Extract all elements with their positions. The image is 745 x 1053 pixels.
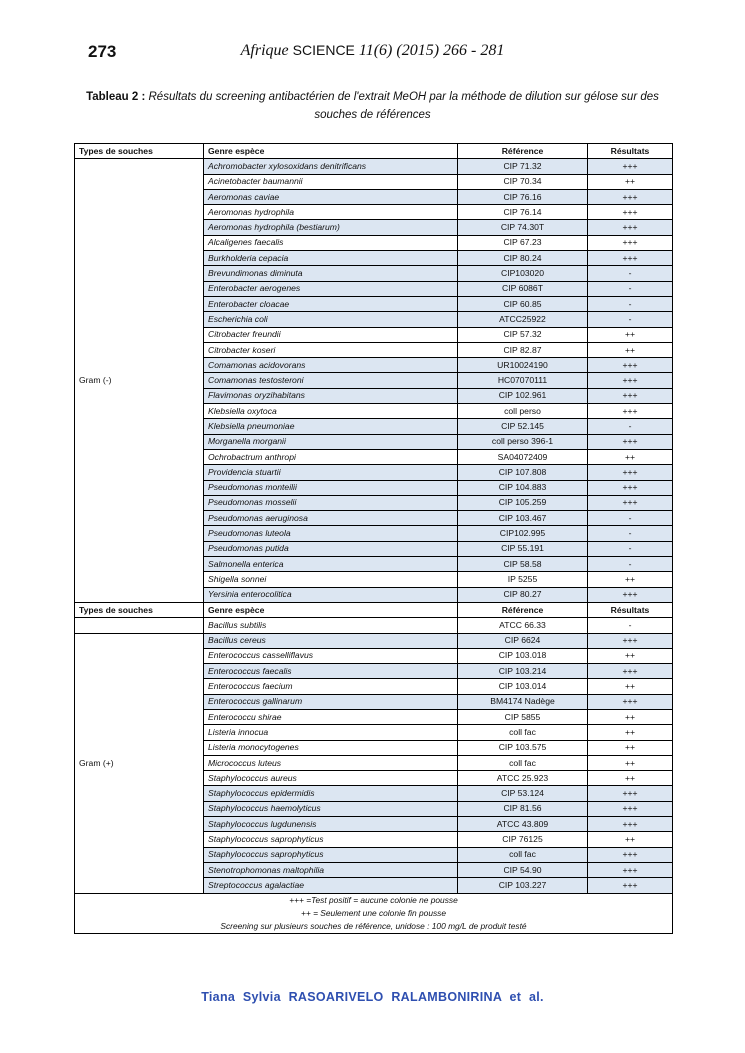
result-cell: +++ bbox=[588, 434, 673, 449]
reference-cell: CIP 5855 bbox=[458, 709, 588, 724]
species-cell: Burkholderia cepacia bbox=[204, 251, 458, 266]
reference-cell: CIP 71.32 bbox=[458, 159, 588, 174]
species-cell: Listeria monocytogenes bbox=[204, 740, 458, 755]
reference-cell: CIP 107.808 bbox=[458, 465, 588, 480]
species-cell: Achromobacter xylosoxidans denitrificans bbox=[204, 159, 458, 174]
reference-cell: CIP 82.87 bbox=[458, 342, 588, 357]
table-note-line: +++ =Test positif = aucune colonie ne pousse bbox=[289, 894, 458, 905]
result-cell: +++ bbox=[588, 358, 673, 373]
table-notes bbox=[75, 893, 673, 933]
results-table-body bbox=[75, 144, 673, 934]
header-reference: Référence bbox=[458, 602, 588, 617]
reference-cell: CIP 6086T bbox=[458, 281, 588, 296]
reference-cell: coll perso 396-1 bbox=[458, 434, 588, 449]
result-cell: ++ bbox=[588, 679, 673, 694]
table-row bbox=[75, 618, 673, 633]
result-cell: +++ bbox=[588, 862, 673, 877]
table-note-line: ++ = Seulement une colonie fin pousse bbox=[300, 907, 447, 918]
table-row bbox=[75, 633, 673, 648]
species-cell: Bacillus subtilis bbox=[204, 618, 458, 633]
results-table bbox=[74, 143, 673, 934]
reference-cell: ATCC 43.809 bbox=[458, 817, 588, 832]
species-cell: Enterococcu shirae bbox=[204, 709, 458, 724]
reference-cell: ATCC 66.33 bbox=[458, 618, 588, 633]
table-caption-label: Tableau 2 : bbox=[86, 91, 146, 103]
result-cell: ++ bbox=[588, 342, 673, 357]
reference-cell: CIP 103.227 bbox=[458, 878, 588, 893]
result-cell: ++ bbox=[588, 740, 673, 755]
reference-cell: CIP 76125 bbox=[458, 832, 588, 847]
result-cell: +++ bbox=[588, 633, 673, 648]
result-cell: ++ bbox=[588, 449, 673, 464]
reference-cell: CIP 103.467 bbox=[458, 511, 588, 526]
result-cell: - bbox=[588, 281, 673, 296]
species-cell: Alcaligenes faecalis bbox=[204, 235, 458, 250]
reference-cell: CIP 103.214 bbox=[458, 664, 588, 679]
reference-cell: HC07070111 bbox=[458, 373, 588, 388]
header-species: Genre espèce bbox=[204, 144, 458, 159]
reference-cell: CIP103020 bbox=[458, 266, 588, 281]
reference-cell: CIP 60.85 bbox=[458, 296, 588, 311]
reference-cell: CIP 105.259 bbox=[458, 495, 588, 510]
reference-cell: CIP 70.34 bbox=[458, 174, 588, 189]
reference-cell: CIP 102.961 bbox=[458, 388, 588, 403]
header-reference: Référence bbox=[458, 144, 588, 159]
result-cell: +++ bbox=[588, 189, 673, 204]
result-cell: ++ bbox=[588, 174, 673, 189]
result-cell: - bbox=[588, 419, 673, 434]
species-cell: Ochrobactrum anthropi bbox=[204, 449, 458, 464]
notes-row bbox=[75, 893, 673, 933]
header-results: Résultats bbox=[588, 602, 673, 617]
species-cell: Aeromonas caviae bbox=[204, 189, 458, 204]
reference-cell: CIP 103.018 bbox=[458, 648, 588, 663]
reference-cell: CIP 76.14 bbox=[458, 205, 588, 220]
species-cell: Pseudomonas putida bbox=[204, 541, 458, 556]
reference-cell: coll fac bbox=[458, 847, 588, 862]
species-cell: Bacillus cereus bbox=[204, 633, 458, 648]
species-cell: Staphylococcus aureus bbox=[204, 771, 458, 786]
reference-cell: CIP 80.24 bbox=[458, 251, 588, 266]
result-cell: - bbox=[588, 526, 673, 541]
species-cell: Citrobacter freundii bbox=[204, 327, 458, 342]
reference-cell: CIP 6624 bbox=[458, 633, 588, 648]
species-cell: Citrobacter koseri bbox=[204, 342, 458, 357]
species-cell: Staphylococcus haemolyticus bbox=[204, 801, 458, 816]
reference-cell: UR10024190 bbox=[458, 358, 588, 373]
reference-cell: CIP 55.191 bbox=[458, 541, 588, 556]
reference-cell: CIP 103.014 bbox=[458, 679, 588, 694]
reference-cell: CIP 103.575 bbox=[458, 740, 588, 755]
species-cell: Listeria innocua bbox=[204, 725, 458, 740]
reference-cell: CIP 67.23 bbox=[458, 235, 588, 250]
page-number: 273 bbox=[88, 42, 117, 61]
result-cell: - bbox=[588, 266, 673, 281]
species-cell: Stenotrophomonas maltophilia bbox=[204, 862, 458, 877]
header-species: Genre espèce bbox=[204, 602, 458, 617]
result-cell: +++ bbox=[588, 251, 673, 266]
result-cell: +++ bbox=[588, 786, 673, 801]
reference-cell: SA04072409 bbox=[458, 449, 588, 464]
result-cell: ++ bbox=[588, 648, 673, 663]
result-cell: +++ bbox=[588, 694, 673, 709]
reference-cell: CIP 104.883 bbox=[458, 480, 588, 495]
reference-cell: CIP 74.30T bbox=[458, 220, 588, 235]
result-cell: +++ bbox=[588, 205, 673, 220]
reference-cell: ATCC 25.923 bbox=[458, 771, 588, 786]
species-cell: Klebsiella pneumoniae bbox=[204, 419, 458, 434]
result-cell: +++ bbox=[588, 373, 673, 388]
result-cell: - bbox=[588, 618, 673, 633]
species-cell: Escherichia coli bbox=[204, 312, 458, 327]
footer-authors: Tiana Sylvia RASOARIVELO RALAMBONIRINA et al. bbox=[201, 990, 544, 1004]
result-cell: +++ bbox=[588, 587, 673, 602]
table-row bbox=[75, 159, 673, 174]
species-cell: Salmonella enterica bbox=[204, 557, 458, 572]
result-cell: +++ bbox=[588, 878, 673, 893]
reference-cell: CIP 52.145 bbox=[458, 419, 588, 434]
reference-cell: CIP102.995 bbox=[458, 526, 588, 541]
species-cell: Streptococcus agalactiae bbox=[204, 878, 458, 893]
species-cell: Staphylococcus lugdunensis bbox=[204, 817, 458, 832]
result-cell: ++ bbox=[588, 709, 673, 724]
result-cell: ++ bbox=[588, 327, 673, 342]
species-cell: Pseudomonas luteola bbox=[204, 526, 458, 541]
group-label-gram-negative: Gram (-) bbox=[75, 159, 204, 603]
result-cell: ++ bbox=[588, 771, 673, 786]
species-cell: Brevundimonas diminuta bbox=[204, 266, 458, 281]
empty-cell bbox=[75, 618, 204, 633]
result-cell: +++ bbox=[588, 801, 673, 816]
species-cell: Enterococcus casselliflavus bbox=[204, 648, 458, 663]
result-cell: - bbox=[588, 541, 673, 556]
result-cell: +++ bbox=[588, 664, 673, 679]
journal-science: SCIENCE bbox=[292, 42, 355, 58]
reference-cell: BM4174 Nadège bbox=[458, 694, 588, 709]
result-cell: - bbox=[588, 511, 673, 526]
journal-citation: 11(6) (2015) 266 - 281 bbox=[358, 42, 505, 59]
table-caption-text: Résultats du screening antibactérien de l'extrait MeOH par la méthode de dilution sur gélose sur des souches de références bbox=[148, 91, 659, 121]
species-cell: Pseudomonas aeruginosa bbox=[204, 511, 458, 526]
reference-cell: CIP 76.16 bbox=[458, 189, 588, 204]
result-cell: +++ bbox=[588, 480, 673, 495]
reference-cell: coll perso bbox=[458, 404, 588, 419]
reference-cell: coll fac bbox=[458, 755, 588, 770]
species-cell: Micrococcus luteus bbox=[204, 755, 458, 770]
table-note-line: Screening sur plusieurs souches de référence, unidose : 100 mg/L de produit testé bbox=[220, 920, 527, 931]
species-cell: Enterococcus faecium bbox=[204, 679, 458, 694]
journal-name: Afrique bbox=[240, 42, 289, 59]
result-cell: +++ bbox=[588, 817, 673, 832]
header-types: Types de souches bbox=[75, 144, 204, 159]
result-cell: +++ bbox=[588, 404, 673, 419]
reference-cell: CIP 57.32 bbox=[458, 327, 588, 342]
species-cell: Shigella sonnei bbox=[204, 572, 458, 587]
species-cell: Staphylococcus epidermidis bbox=[204, 786, 458, 801]
result-cell: +++ bbox=[588, 388, 673, 403]
result-cell: - bbox=[588, 296, 673, 311]
species-cell: Klebsiella oxytoca bbox=[204, 404, 458, 419]
reference-cell: coll fac bbox=[458, 725, 588, 740]
result-cell: +++ bbox=[588, 220, 673, 235]
reference-cell: CIP 53.124 bbox=[458, 786, 588, 801]
species-cell: Enterococcus faecalis bbox=[204, 664, 458, 679]
reference-cell: IP 5255 bbox=[458, 572, 588, 587]
species-cell: Enterobacter aerogenes bbox=[204, 281, 458, 296]
header-results: Résultats bbox=[588, 144, 673, 159]
gram-negative-header-row bbox=[75, 144, 673, 159]
species-cell: Enterococcus gallinarum bbox=[204, 694, 458, 709]
species-cell: Aeromonas hydrophila bbox=[204, 205, 458, 220]
reference-cell: CIP 81.56 bbox=[458, 801, 588, 816]
species-cell: Staphylococcus saprophyticus bbox=[204, 847, 458, 862]
reference-cell: CIP 80.27 bbox=[458, 587, 588, 602]
reference-cell: CIP 58.58 bbox=[458, 557, 588, 572]
gram-positive-header-row bbox=[75, 602, 673, 617]
result-cell: ++ bbox=[588, 832, 673, 847]
species-cell: Providencia stuartii bbox=[204, 465, 458, 480]
species-cell: Pseudomonas monteilii bbox=[204, 480, 458, 495]
species-cell: Staphylococcus saprophyticus bbox=[204, 832, 458, 847]
result-cell: +++ bbox=[588, 235, 673, 250]
species-cell: Flavimonas oryzihabitans bbox=[204, 388, 458, 403]
species-cell: Pseudomonas mosselii bbox=[204, 495, 458, 510]
header-types: Types de souches bbox=[75, 602, 204, 617]
species-cell: Yersinia enterocolitica bbox=[204, 587, 458, 602]
reference-cell: CIP 54.90 bbox=[458, 862, 588, 877]
species-cell: Aeromonas hydrophila (bestiarum) bbox=[204, 220, 458, 235]
table-caption bbox=[70, 88, 675, 124]
result-cell: +++ bbox=[588, 847, 673, 862]
result-cell: ++ bbox=[588, 755, 673, 770]
group-label-gram-positive: Gram (+) bbox=[75, 633, 204, 893]
species-cell: Morganella morganii bbox=[204, 434, 458, 449]
result-cell: ++ bbox=[588, 725, 673, 740]
result-cell: +++ bbox=[588, 159, 673, 174]
species-cell: Comamonas acidovorans bbox=[204, 358, 458, 373]
result-cell: - bbox=[588, 312, 673, 327]
species-cell: Enterobacter cloacae bbox=[204, 296, 458, 311]
result-cell: ++ bbox=[588, 572, 673, 587]
reference-cell: ATCC25922 bbox=[458, 312, 588, 327]
species-cell: Comamonas testosteroni bbox=[204, 373, 458, 388]
result-cell: +++ bbox=[588, 465, 673, 480]
result-cell: +++ bbox=[588, 495, 673, 510]
species-cell: Acinetobacter baumannii bbox=[204, 174, 458, 189]
result-cell: - bbox=[588, 557, 673, 572]
journal-header bbox=[0, 42, 745, 60]
